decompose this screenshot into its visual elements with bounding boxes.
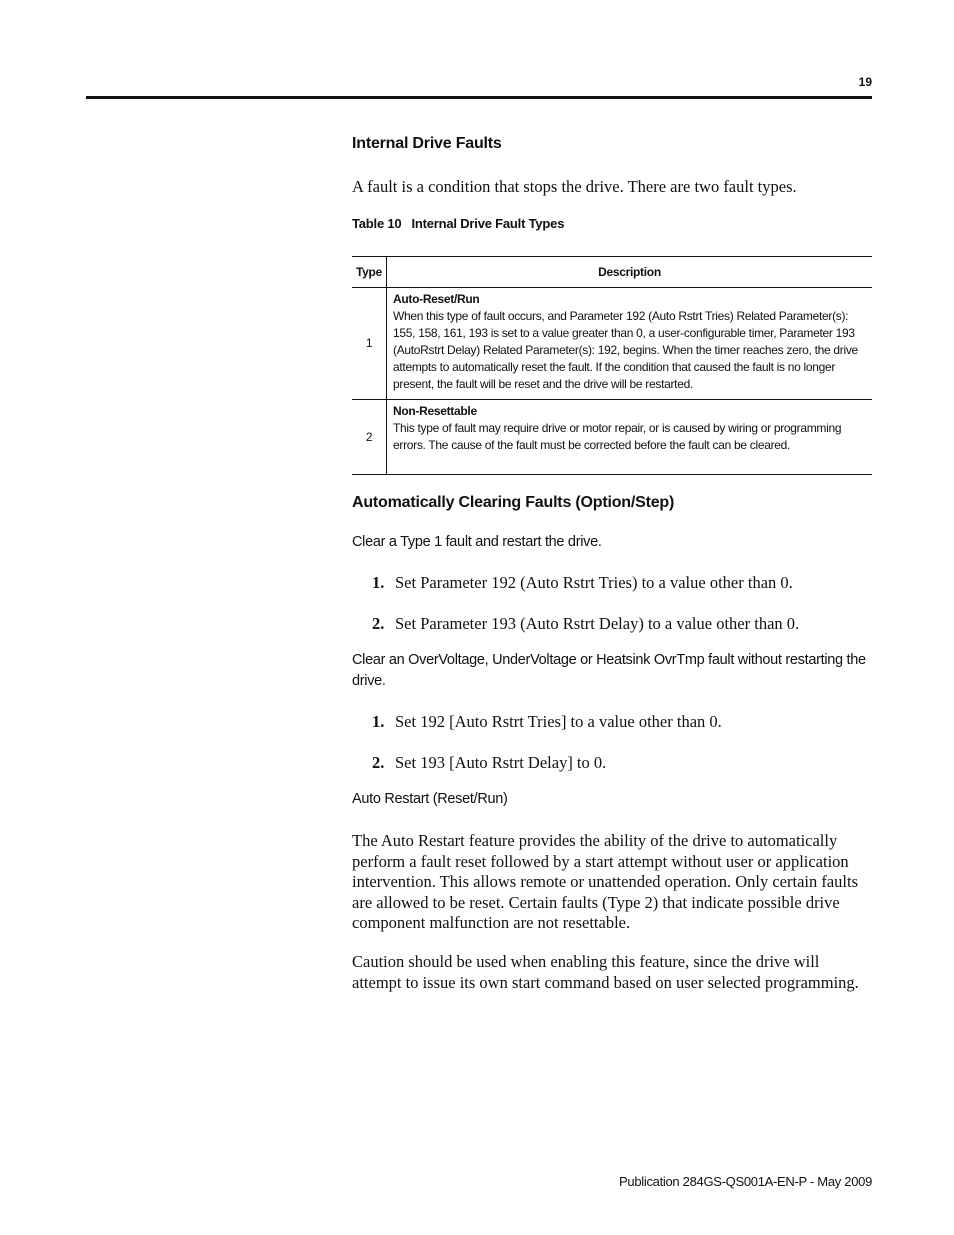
section-heading-internal-drive-faults: Internal Drive Faults [352,135,502,152]
publication-footer: Publication 284GS-QS001A-EN-P - May 2009 [619,1174,872,1189]
fault-description: This type of fault may require drive or motor repair, or is caused by wiring or programming errors. The cause of the fault must be corrected before the fault can be cleared. [393,421,842,452]
header-rule [86,96,872,99]
fault-title: Auto-Reset/Run [393,292,480,306]
table-row [352,400,872,475]
step-text: Set 193 [Auto Rstrt Delay] to 0. [395,753,607,772]
section-heading-automatically-clearing-faults: Automatically Clearing Faults (Option/Step) [352,494,675,511]
step-text: Set 192 [Auto Rstrt Tries] to a value other than 0. [395,712,722,731]
step-number: 2. [372,753,385,772]
fault-description: When this type of fault occurs, and Parameter 192 (Auto Rstrt Tries) Related Parameter(s): 155, 158, 161, 193 is set to a value greater than 0, a user-configurable timer, Parameter 193 (AutoRstrt Delay) Related Parameter(s): 192, begins. When the timer reaches zero, the drive attempts to automatically reset the fault. If the condition that caused the fault is no longer present, the fault will be reset and the drive will be restarted. [393,309,858,391]
fault-description-cell [387,288,873,400]
fault-description-cell [387,400,873,475]
step-number: 1. [372,712,385,731]
steps-list-type1 [352,573,872,634]
list-item [352,614,872,634]
subheading-auto-restart: Auto Restart (Reset/Run) [352,791,508,807]
lead-text-type1: Clear a Type 1 fault and restart the drive. [352,534,602,550]
column-header-description: Description [387,257,873,288]
lead-text-overvoltage: Clear an OverVoltage, UnderVoltage or Heatsink OvrTmp fault without restarting the drive. [352,652,866,689]
step-number: 2. [372,614,385,633]
steps-list-overvoltage [352,712,872,773]
paragraph-auto-restart-feature: The Auto Restart feature provides the ability of the drive to automatically perform a fault reset followed by a start attempt without user or application intervention. This allows remote or unattended operation. Only certain faults are allowed to be reset. Certain faults (Type 2) that indicate possible drive component malfunction are not resettable. [352,831,859,932]
list-item [352,753,872,773]
step-text: Set Parameter 193 (Auto Rstrt Delay) to a value other than 0. [395,614,800,633]
list-item [352,573,872,593]
fault-types-table-wrapper [352,256,872,475]
page-number: 19 [858,75,872,89]
table-row [352,288,872,400]
table-caption [352,216,872,231]
step-text: Set Parameter 192 (Auto Rstrt Tries) to a value other than 0. [395,573,793,592]
fault-title: Non-Resettable [393,404,477,418]
fault-type-number: 2 [352,400,387,475]
table-header-row [352,257,872,288]
table-caption-title: Internal Drive Fault Types [411,216,565,231]
column-header-type: Type [352,257,387,288]
paragraph-caution: Caution should be used when enabling this feature, since the drive will attempt to issue its own start command based on user selected programming. [352,952,859,992]
fault-type-number: 1 [352,288,387,400]
step-number: 1. [372,573,385,592]
intro-paragraph: A fault is a condition that stops the drive. There are two fault types. [352,177,797,196]
fault-types-table [352,256,872,475]
table-caption-label: Table 10 [352,216,402,231]
list-item [352,712,872,732]
